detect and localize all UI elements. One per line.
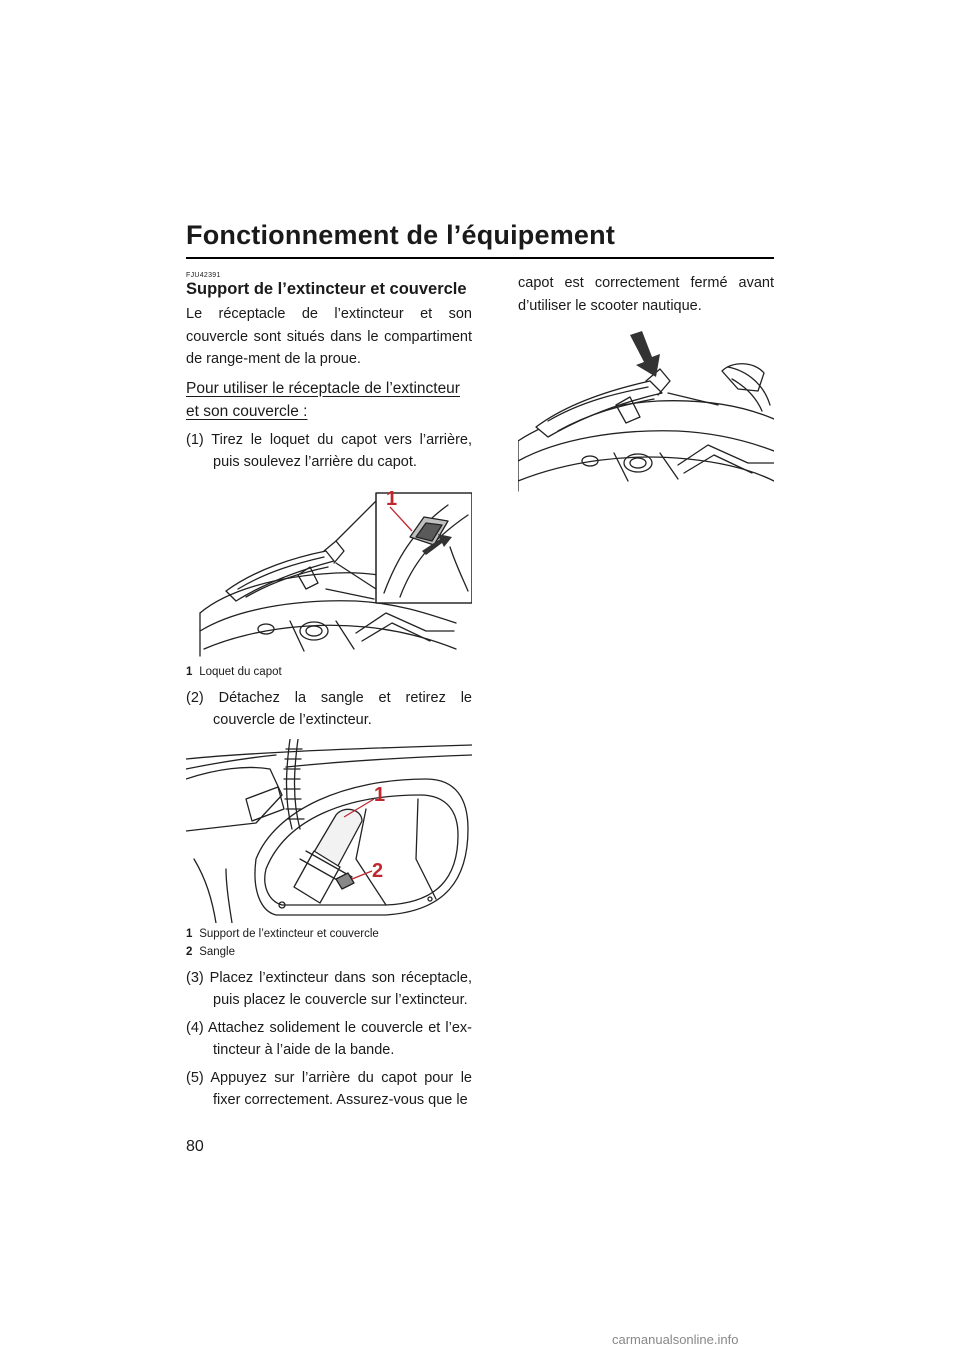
figure-extinguisher-holder bbox=[186, 739, 472, 961]
figure2-caption-1 bbox=[186, 925, 472, 943]
section-intro: Le réceptacle de l’extincteur et son couvercle sont situés dans le compartiment de range-ment de la proue. bbox=[186, 306, 472, 367]
page-number: 80 bbox=[186, 1138, 204, 1155]
caption-text: Support de l’extincteur et couvercle bbox=[199, 927, 379, 940]
caption-number: 2 bbox=[186, 945, 193, 958]
step-5: (5) Appuyez sur l’arrière du capot pour le fixer correctement. Assurez-vous que le bbox=[186, 1069, 472, 1108]
right-column bbox=[518, 268, 774, 501]
step-2: (2) Détachez la sangle et retirez le couvercle de l’extincteur. bbox=[186, 689, 472, 728]
section-code: FJU42391 bbox=[186, 272, 221, 279]
figure-extinguisher-holder-illustration bbox=[186, 739, 472, 923]
figure1-captions bbox=[186, 663, 472, 681]
step-3: (3) Placez l’extincteur dans son réceptacle, puis placez le couvercle sur l’extincteur. bbox=[186, 969, 472, 1008]
caption-number: 1 bbox=[186, 665, 193, 678]
step-5-continuation: capot est correctement fermé avant d’utiliser le scooter nautique. bbox=[518, 275, 774, 314]
page-header-title: Fonctionnement de l’équipement bbox=[186, 220, 616, 250]
figure1-callout-1: 1 bbox=[386, 487, 398, 510]
caption-number: 1 bbox=[186, 927, 193, 940]
caption-text: Loquet du capot bbox=[199, 665, 282, 678]
figure2-callout-2: 2 bbox=[372, 859, 384, 882]
caption-text: Sangle bbox=[199, 945, 236, 958]
footer-watermark: carmanualsonline.info bbox=[612, 1332, 739, 1347]
section-title: Support de l’extincteur et couvercle bbox=[186, 280, 467, 298]
figure-hood-closing-illustration bbox=[518, 331, 774, 501]
step-4: (4) Attachez solidement le couvercle et l’ex-tincteur à l’aide de la bande. bbox=[186, 1019, 472, 1058]
header-rule bbox=[186, 257, 774, 259]
figure-hood-closing bbox=[518, 331, 774, 501]
figure2-callout-1: 1 bbox=[374, 783, 386, 806]
figure2-captions bbox=[186, 925, 472, 961]
figure-hood-latch-illustration bbox=[186, 481, 472, 661]
figure2-caption-2 bbox=[186, 943, 472, 961]
left-column bbox=[186, 268, 472, 1111]
step-1: (1) Tirez le loquet du capot vers l’arrière, puis soulevez l’arrière du capot. bbox=[186, 431, 472, 470]
figure-hood-latch bbox=[186, 481, 472, 681]
subheading: Pour utiliser le réceptacle de l’extincteur et son couvercle : bbox=[186, 379, 460, 420]
figure1-caption-1 bbox=[186, 663, 472, 681]
